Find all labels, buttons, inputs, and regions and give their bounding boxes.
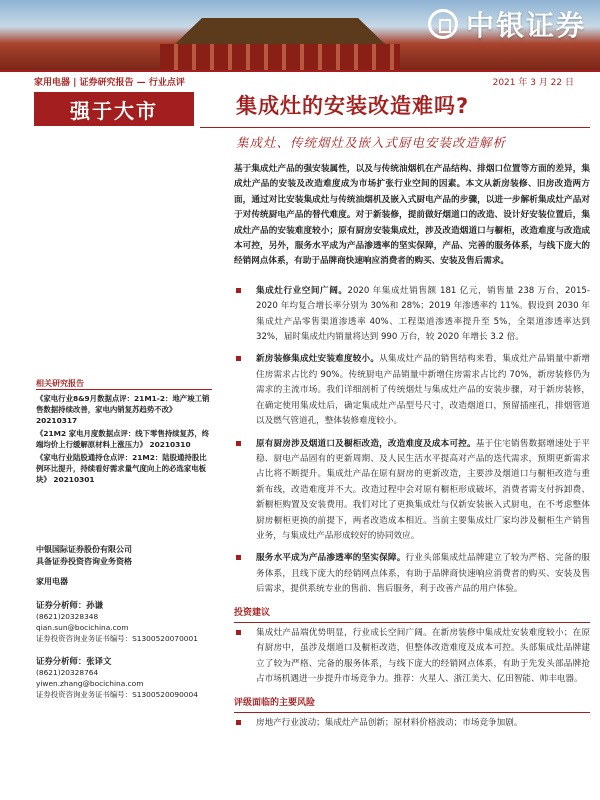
company-name: 中银国际证券股份有限公司 (36, 545, 132, 554)
report-title: 集成灶的安装改造难吗? (236, 94, 470, 118)
risk-item (234, 716, 590, 731)
rating-badge: 强于大市 (34, 92, 194, 126)
report-category: 家用电器 | 证券研究报告 — 行业点评 (34, 77, 185, 88)
risk-text: 房地产行业波动；集成灶产品创新；原材料价格波动；市场竞争加剧。 (256, 718, 523, 728)
title-divider (200, 127, 590, 128)
bullet-item (234, 352, 590, 429)
bullet-square-icon (236, 555, 241, 560)
risk-heading: 评级面临的主要风险 (234, 696, 590, 713)
related-title: 《家电行业8&9月数据点评：21M1-2：地产竣工销售数据持续改善，家电内销复苏趋势不改》 (36, 394, 210, 414)
bullet-lead: 集成灶行业空间广阔。 (256, 285, 348, 296)
bullet-lead: 原有厨房涉及烟道口及橱柜改造，改造难度及成本可控。 (256, 438, 476, 449)
bullet-square-icon (236, 441, 241, 446)
related-report-item[interactable] (36, 452, 212, 485)
analyst-card (36, 600, 212, 644)
bullet-square-icon (236, 288, 241, 293)
related-date: 20210317 (36, 416, 78, 425)
analyst-email[interactable]: yiwen.zhang@bocichina.com (36, 679, 144, 688)
company-qualification: 具备证券投资咨询业务资格 (36, 557, 132, 566)
bullet-lead: 服务水平成为产品渗透率的坚实保障。 (256, 553, 406, 564)
analyst-cert: 证券投资咨询业务证书编号：S1300520070001 (36, 634, 198, 643)
company-block (36, 544, 212, 700)
analyst-phone: (8621)20328348 (36, 612, 99, 621)
related-date: 20210310 (149, 440, 191, 449)
invest-item (234, 626, 590, 688)
bank-logo-icon (428, 9, 458, 39)
related-reports (36, 378, 212, 487)
bullet-item (234, 437, 590, 545)
bullet-text: 行业头部集成灶品牌建立了较为严格、完备的服务体系，且线下庞大的经销网点体系，有助于品牌商快速响应消费者的购买、安装及售后需求，提供系统专业的售前、售后服务，利于改善产品的用户体验。 (256, 553, 590, 595)
report-meta (34, 72, 574, 90)
related-title: 《家电行业陆股通持仓点评：21M2：陆股通持股比例环比提升，持续看好需求量气度向上的必选家电板块》 (36, 453, 207, 484)
analyst-card (36, 656, 212, 700)
bullet-square-icon (236, 356, 241, 361)
analyst-name: 证券分析师：张译文 (36, 656, 112, 666)
bullet-square-icon (236, 720, 241, 725)
summary-paragraph: 基于集成灶产品的强安装属性，以及与传统油烟机在产品结构、排烟口位置等方面的差异，集成灶产品的安装及改造难度成为市场扩张行业空间的因素。本文从新房装修、旧房改造两方面，通过对比安装集成灶与传统油烟机及嵌入式厨电产品的步骤，以进一步解析集成灶产品对于对传统厨电产品的替代难度。对于新装修，提前做好烟道口的改造、设计好安装位置后，集成灶产品的安装难度较小；原有厨房安装集成灶，涉及改造烟道口与橱柜，改造难度与改造成本可控，另外，服务水平成为产品渗透率的坚实保障，产品、完善的服务体系，与线下庞大的经销网点体系，有助于品牌商快速响应消费者的购买、安装及售后需求。 (234, 164, 590, 267)
main-body (234, 162, 590, 738)
analyst-phone: (8621)20328764 (36, 668, 99, 677)
bullet-square-icon (236, 630, 241, 635)
bullet-text: 基于住宅销售数据增速处于平稳、厨电产品固有的更新周期、及人民生活水平提高对产品的迭代需求，预期更新需求占比将不断提升。集成灶产品在原有厨房的更新改造，主要涉及烟道口与橱柜改造与重新布线，改造难度并不大。改造过程中会对原有橱柜形成破坏，消费者需支付拆卸费、新橱柜购置及安装费用。我们对比了更换集成灶与仅新安装嵌入式厨电，在不考虑整体厨房橱柜更换的前提下，两者改造成本相近。当前主要集成灶厂家均涉及橱柜生产销售业务，与集成灶产品形成较好的协同效应。 (256, 438, 590, 541)
report-subtitle: 集成灶、传统烟灶及嵌入式厨电安装改造解析 (236, 135, 507, 150)
analyst-name: 证券分析师：孙谦 (36, 600, 103, 610)
company-logo (428, 4, 586, 44)
report-date: 2021 年 3 月 22 日 (492, 77, 574, 88)
invest-text: 集成灶产品端优势明显，行业成长空间广阔。在新房装修中集成灶安装难度较小；在原有厨房中，虽涉及烟道口及橱柜改造，但整体改造难度及成本可控。头部集成灶品牌建立了较为严格、完备的服务体系，与线下庞大的经销网点体系，有助于先发头部品牌抢占市场机遇进一步提升市场竞争力。推荐：火星人、浙江美大、亿田智能、帅丰电器。 (256, 627, 590, 685)
bullet-item (234, 284, 590, 346)
related-title: 《21M2 家电月度数据点评：线下零售持续复苏，终端均价上行缓解原材料上涨压力》 (36, 429, 210, 449)
palace-hall-graphic (160, 44, 400, 70)
bullet-item (234, 551, 590, 597)
related-date: 20210301 (53, 475, 95, 484)
analyst-email[interactable]: qian.sun@bocichina.com (36, 623, 129, 632)
bullet-text: 从集成灶产品的销售结构来看，集成灶产品销量中新增住房需求占比约 90%。传统厨电产品销量中新增住房需求占比约 70%，新房装修仍为需求的主流市场。我们详细剖析了传统烟灶与集成灶产品的安装步骤，对于新房装修，在确定使用集成灶后，确定集成灶产品型号尺寸，改造烟道口，预留插座孔，排烟管道以及燃气管道孔，整体装修难度较小。 (256, 354, 590, 427)
analyst-cert: 证券投资咨询业务证书编号：S1300520090004 (36, 690, 198, 699)
related-heading: 相关研究报告 (36, 378, 212, 390)
related-report-item[interactable] (36, 393, 212, 426)
related-report-item[interactable] (36, 428, 212, 450)
bullet-text: 2020 年集成灶销售额 181 亿元，销售量 238 万台，2015-2020 年均复合增长率分别为 30%和 28%；2019 年渗透率约 11%。假设到 2030 年集成灶产品零售渠道渗透率 40%、工程渠道渗透率提升至 5%，全渠道渗透率达到 32%，届时集成灶内销量将达到 990 万台，较 2020 年增长 3.2 倍。 (256, 285, 590, 343)
sector-label: 家用电器 (36, 577, 68, 586)
invest-heading: 投资建议 (234, 606, 590, 623)
header-banner (0, 0, 600, 70)
bullet-lead: 新房装修集成灶安装难度较小。 (256, 354, 380, 365)
logo-text: 中银证券 (465, 9, 586, 42)
